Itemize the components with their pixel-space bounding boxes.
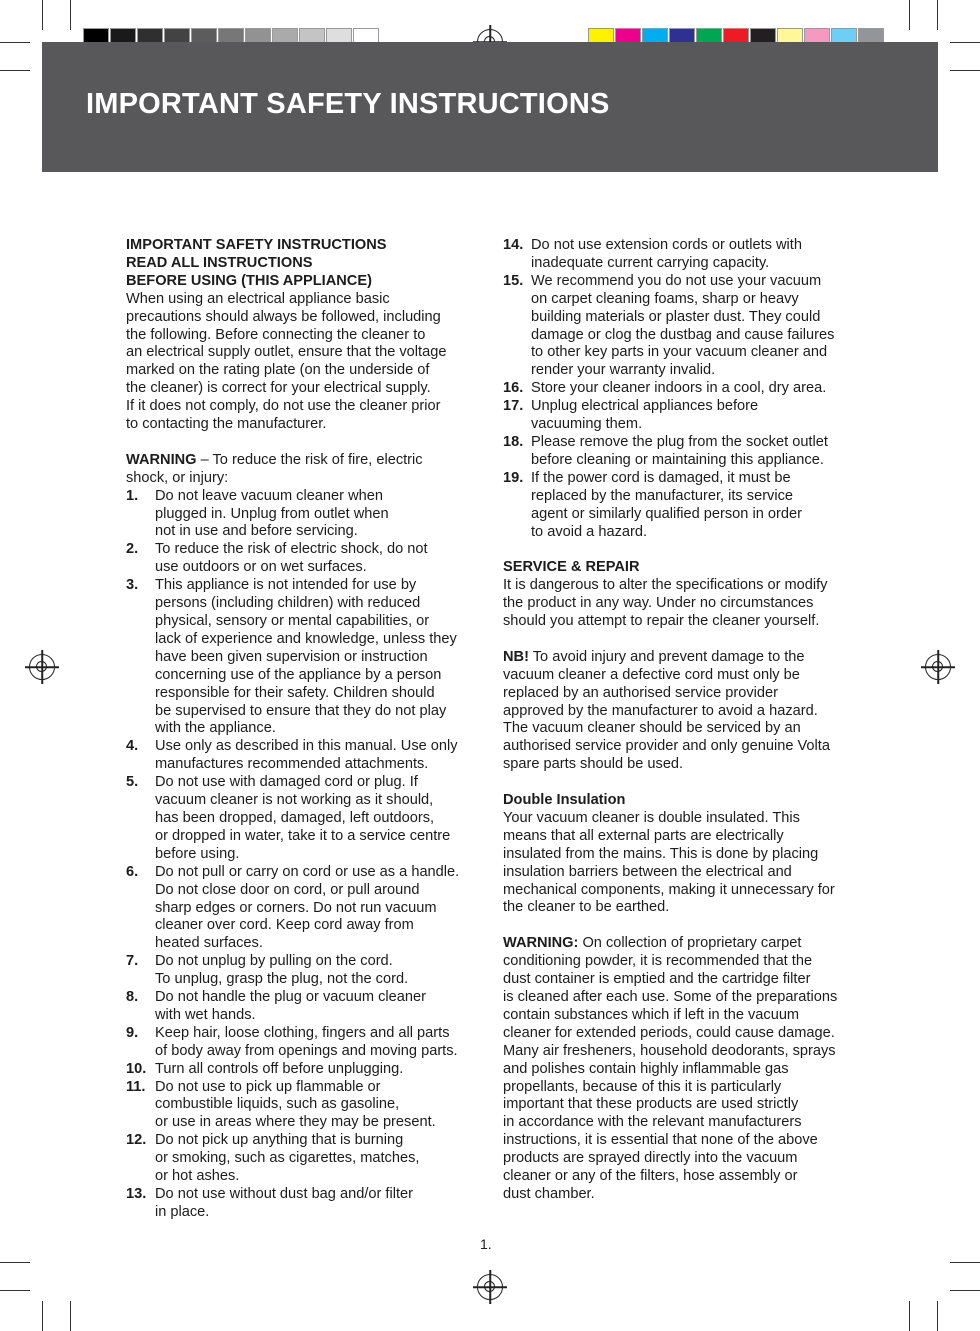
list-item: 2. To reduce the risk of electric shock, do not use outdoors or on wet surfaces. [126, 541, 428, 576]
section-heading: IMPORTANT SAFETY INSTRUCTIONS [126, 237, 387, 253]
warning-label: WARNING: [503, 935, 579, 952]
crop-mark [909, 1301, 910, 1331]
crop-mark [950, 42, 980, 43]
list-item: 13. Do not use without dust bag and/or filter in place. [126, 1186, 413, 1220]
list-item: 9. Keep hair, loose clothing, fingers and all parts of body away from openings and moving parts. [126, 1024, 458, 1059]
service-heading: SERVICE & REPAIR [503, 559, 640, 576]
crop-mark [909, 0, 910, 30]
crop-mark [70, 1301, 71, 1331]
list-item: 7. Do not unplug by pulling on the cord. To unplug, grasp the plug, not the cord. [126, 953, 409, 988]
crop-mark [0, 70, 30, 71]
right-column [503, 237, 863, 1204]
crop-mark [70, 0, 71, 30]
nb-paragraph [503, 649, 863, 774]
registration-mark-left [29, 654, 55, 680]
page-number: 1. [480, 1236, 492, 1252]
list-item: 11. Do not use to pick up flammable or combustible liquids, such as gasoline, or use in areas where they may be present. [126, 1078, 436, 1131]
list-item: 6. Do not pull or carry on cord or use as a handle. Do not close door on cord, or pull around sharp edges or corners. Do not run vacuum cleaner over cord. Keep cord away from heated surfaces. [126, 863, 460, 952]
crop-mark [42, 0, 43, 30]
list-item: 4. Use only as described in this manual. Use only manufactures recommended attachments. [126, 738, 458, 773]
list-item: 3. This appliance is not intended for use by persons (including children) with reduced physical, sensory or mental capabilities, or lack of experience and knowledge, unless they have been given supervision or instruction concerning use of the appliance by a person responsible for their safety. Children should be supervised to ensure that they do not play with the appliance. [126, 577, 457, 737]
crop-mark [42, 1301, 43, 1331]
nb-label: NB! [503, 648, 529, 665]
instruction-list [126, 488, 476, 1222]
double-insulation-heading: Double Insulation [503, 792, 626, 809]
list-item: 8. Do not handle the plug or vacuum cleaner with wet hands. [126, 989, 426, 1023]
warning-paragraph [126, 452, 476, 488]
crop-mark [0, 1290, 30, 1291]
list-item: 1. Do not leave vacuum cleaner when plugged in. Unplug from outlet when not in use and before servicing. [126, 487, 389, 540]
crop-mark [950, 70, 980, 71]
service-paragraph: It is dangerous to alter the specifications or modify the product in any way. Under no circumstances should you attempt to repair the cleaner yourself. [503, 577, 828, 630]
warning-powder-paragraph [503, 935, 863, 1204]
list-item: 17. Unplug electrical appliances before vacuuming them. [503, 398, 759, 433]
page-title: IMPORTANT SAFETY INSTRUCTIONS [86, 88, 610, 120]
double-insulation-paragraph: Your vacuum cleaner is double insulated. This means that all external parts are electrically insulated from the mains. This is done by placing insulation barriers between the electrical and mechanical components, making it unnecessary for the cleaner to be earthed. [503, 809, 835, 916]
list-item: 18. Please remove the plug from the socket outlet before cleaning or maintaining this appliance. [503, 433, 828, 468]
list-item: 10. Turn all controls off before unplugging. [126, 1060, 404, 1077]
registration-mark-bottom [477, 1274, 503, 1300]
crop-mark [0, 1262, 30, 1263]
crop-mark [950, 1262, 980, 1263]
list-item: 12. Do not pick up anything that is burning or smoking, such as cigarettes, matches, or hot ashes. [126, 1132, 420, 1185]
list-item: 15. We recommend you do not use your vacuum on carpet cleaning foams, sharp or heavy building materials or plaster dust. They could damage or clog the dustbag and cause failures to other key parts in your vacuum cleaner and render your warranty invalid. [503, 272, 835, 379]
list-item: 19. If the power cord is damaged, it must be replaced by the manufacturer, its service agent or similarly qualified person in order to avoid a hazard. [503, 469, 802, 540]
list-item: 5. Do not use with damaged cord or plug. If vacuum cleaner is not working as it should, has been dropped, damaged, left outdoors, or dropped in water, take it to a service centre before using. [126, 774, 451, 862]
list-item: 16. Store your cleaner indoors in a cool, dry area. [503, 380, 827, 397]
instruction-list-continued [503, 237, 863, 541]
warning-text: – To reduce the risk of fire, electric shock, or injury: [126, 451, 423, 486]
registration-mark-right [925, 654, 951, 680]
left-column [126, 237, 476, 1222]
warning-powder-text: On collection of proprietary carpet conditioning powder, it is recommended that the dust container is emptied and the cartridge filter is cleaned after each use. Some of the preparations contain substances which if left in the vacuum cleaner for extended periods, could cause damage. Many air fresheners, household deodorants, sprays and polishes contain highly inflammable gas propellants, because of this it is particularly important that these products are used strictly in accordance with the relevant manufacturers instructions, it is essential that none of the above products are sprayed directly into the vacuum cleaner or any of the filters, hose assembly or dust chamber. [503, 935, 838, 1202]
crop-mark [937, 1301, 938, 1331]
section-heading: BEFORE USING (THIS APPLIANCE) [126, 272, 372, 289]
crop-mark [0, 42, 30, 43]
section-heading: READ ALL INSTRUCTIONS [126, 254, 313, 271]
list-item: 14. Do not use extension cords or outlets with inadequate current carrying capacity. [503, 237, 802, 271]
crop-mark [937, 0, 938, 30]
warning-label: WARNING [126, 451, 197, 468]
crop-mark [950, 1290, 980, 1291]
nb-text: To avoid injury and prevent damage to the vacuum cleaner a defective cord must only be replaced by an authorised service provider approved by the manufacturer to avoid a hazard. The vacuum cleaner should be serviced by an authorised service provider and only genuine Volta spare parts should be used. [503, 648, 830, 773]
intro-paragraph: When using an electrical appliance basic precautions should always be followed, including the following. Before connecting the cleaner to an electrical supply outlet, ensure that the voltage marked on the rating plate (on the underside of the cleaner) is correct for your electrical supply. If it does not comply, do not use the cleaner prior to contacting the manufacturer. [126, 290, 447, 433]
